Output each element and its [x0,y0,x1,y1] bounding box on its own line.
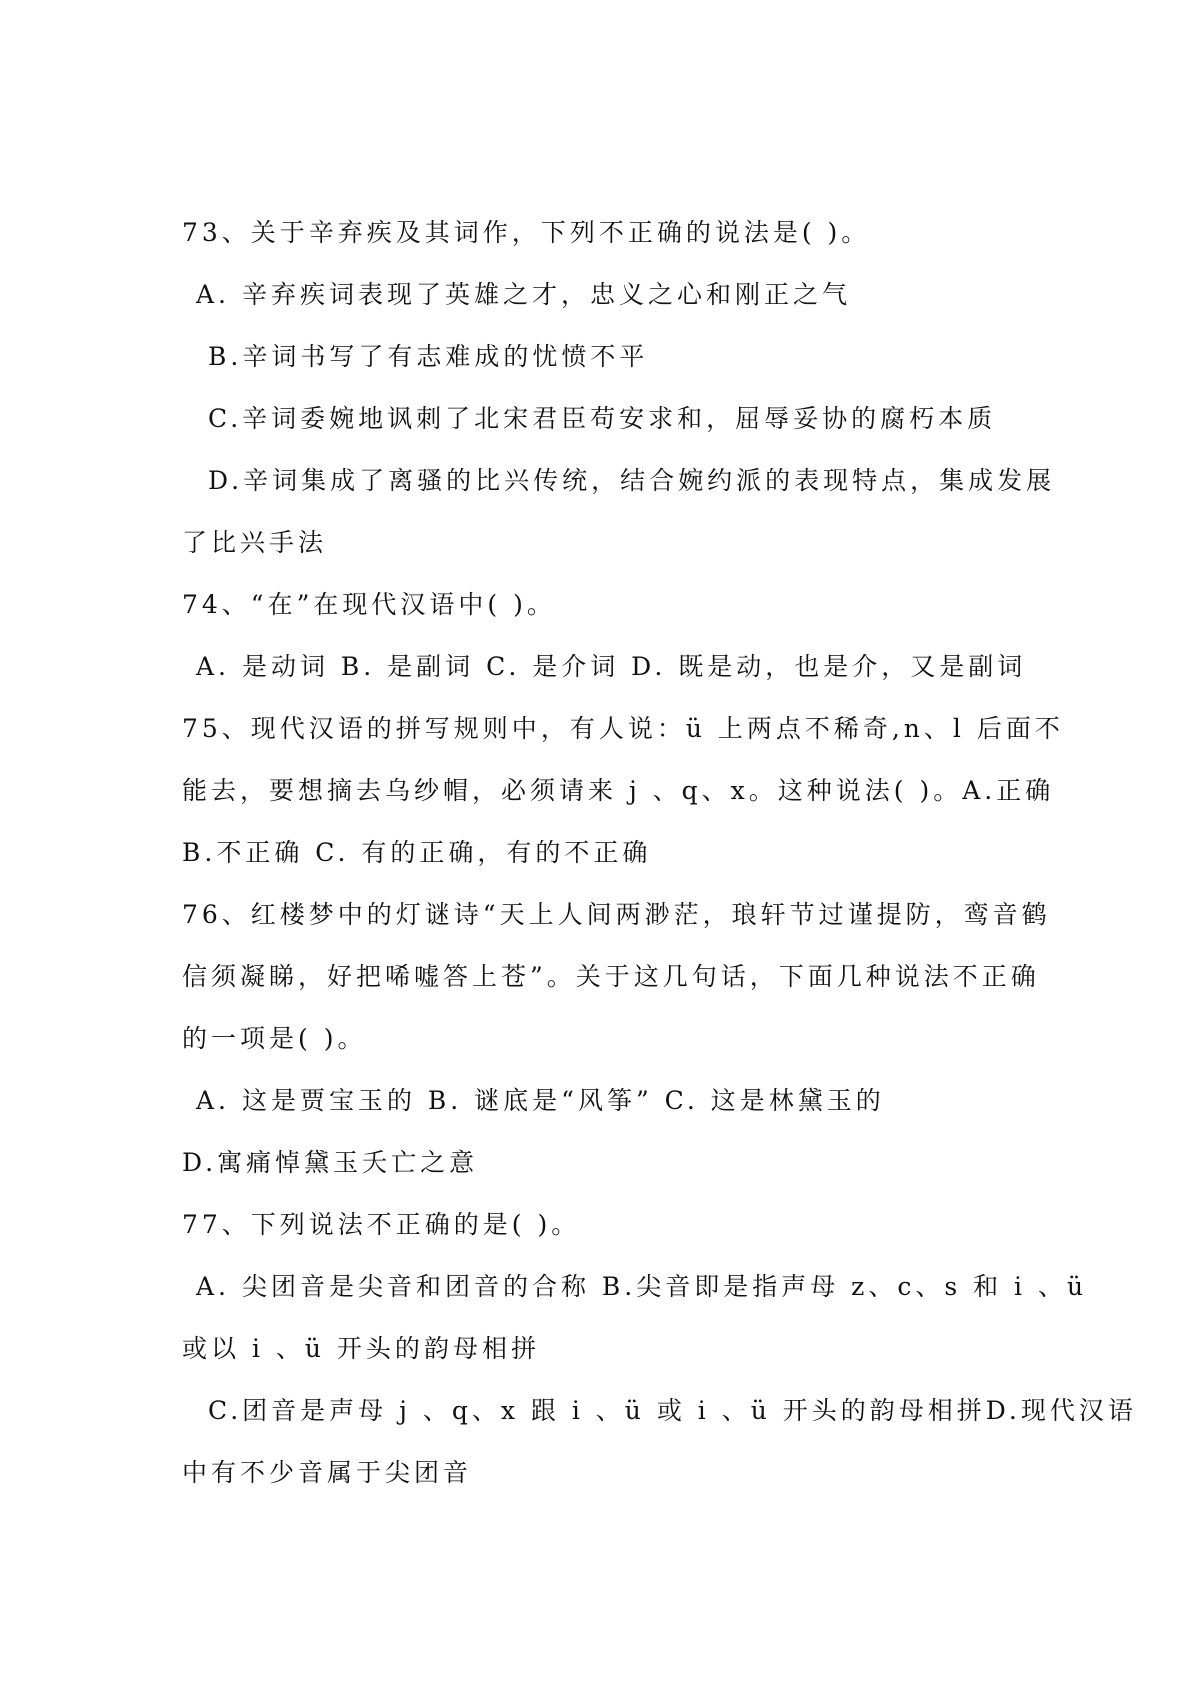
q76-options: A. 这是贾宝玉的 B. 谜底是“风筝” C. 这是林黛玉的 [196,1086,885,1115]
q73-option-c: C.辛词委婉地讽刺了北宋君臣苟安求和，屈辱妥协的腐朽本质 [208,404,997,433]
q76-stem-end: 的一项是( )。 [182,1024,367,1053]
q76-stem-cont: 信须凝睇，好把唏嘘答上苍”。关于这几句话，下面几种说法不正确 [182,962,1040,991]
q75-options: B.不正确 C. 有的正确，有的不正确 [182,838,652,867]
q77-options-cd: C.团音是声母 j 、q、x 跟 i 、ü 或 i 、ü 开头的韵母相拼D.现代汉语 [208,1396,1137,1425]
q77-options-ab: A. 尖团音是尖音和团音的合称 B.尖音即是指声母 z、c、s 和 i 、ü [196,1272,1088,1301]
q73-option-b: B.辛词书写了有志难成的忧愤不平 [208,342,649,371]
q76-stem: 76、红楼梦中的灯谜诗“天上人间两渺茫，琅轩节过谨提防，鸾音鹤 [182,900,1051,929]
q73-stem: 73、关于辛弃疾及其词作，下列不正确的说法是( )。 [182,218,871,247]
q73-option-d: D.辛词集成了离骚的比兴传统，结合婉约派的表现特点，集成发展 [208,466,1056,495]
q73-option-d-cont: 了比兴手法 [182,528,328,557]
q77-option-b-cont: 或以 i 、ü 开头的韵母相拼 [182,1334,540,1363]
q75-stem: 75、现代汉语的拼写规则中，有人说：ü 上两点不稀奇,n、l 后面不 [182,714,1064,743]
q77-stem: 77、下列说法不正确的是( )。 [182,1210,581,1239]
q74-stem: 74、“在”在现代汉语中( )。 [182,590,556,619]
q77-option-d-cont: 中有不少音属于尖团音 [182,1458,473,1487]
q75-stem-cont: 能去，要想摘去乌纱帽，必须请来 j 、q、x。这种说法( )。A.正确 [182,776,1055,805]
q76-option-d: D.寓痛悼黛玉夭亡之意 [182,1148,479,1177]
q74-options: A. 是动词 B. 是副词 C. 是介词 D. 既是动，也是介，又是副词 [196,652,1027,681]
q73-option-a: A. 辛弃疾词表现了英雄之才，忠义之心和刚正之气 [196,280,851,309]
